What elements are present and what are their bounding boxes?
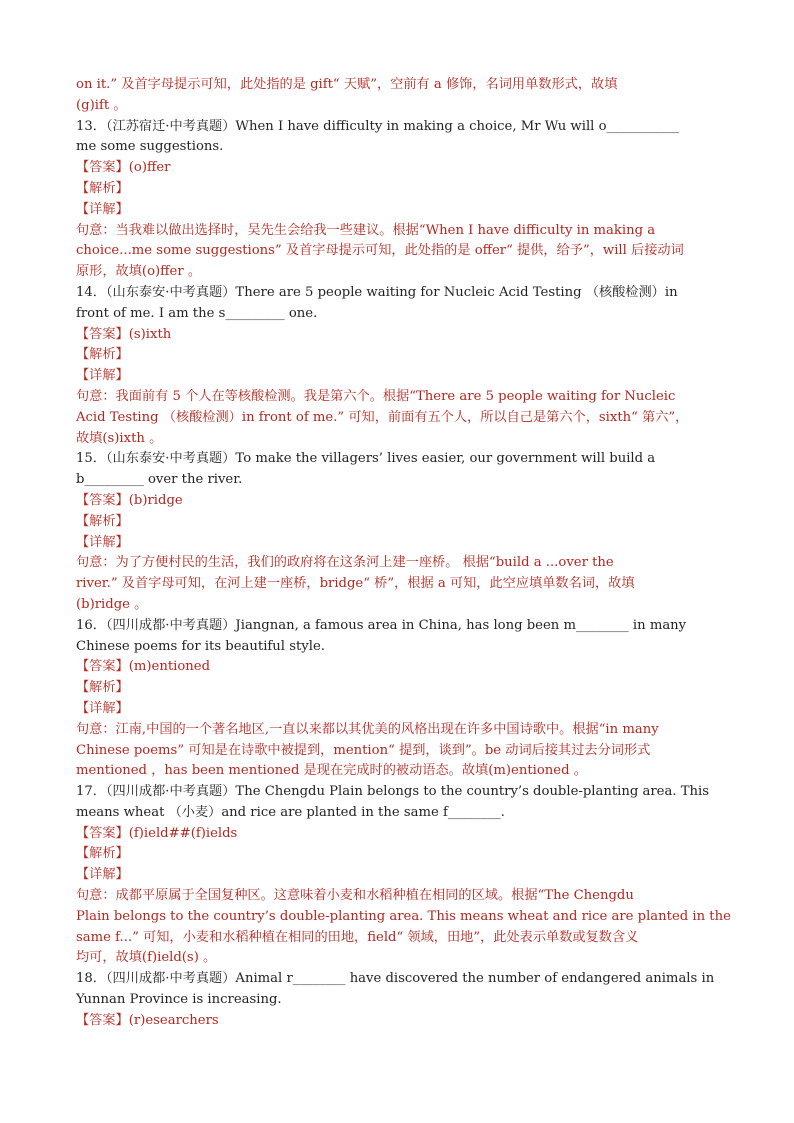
answer-line: 句意：我面前有 5 个人在等核酸检测。我是第六个。根据“There are 5 people waiting for Nucleic [76, 388, 676, 404]
answer-line: 【解析】 [76, 680, 129, 696]
answer-line: 【详解】 [76, 368, 129, 384]
answer-line: Chinese poems” 可知是在诗歌中被提到，mention“ 提到，谈到”。be 动词后接其过去分词形式 [76, 742, 651, 758]
answer-line: 均可，故填(f)ield(s) 。 [76, 950, 217, 966]
question-line: 15．（山东泰安·中考真题）To make the villagers’ lives easier, our government will build a [76, 451, 656, 467]
answer-line: 【答案】(m)entioned [76, 659, 211, 675]
question-line: means wheat （小麦）and rice are planted in the same f________. [76, 804, 505, 820]
question-line: b_________ over the river. [76, 472, 243, 488]
answer-line: 【解析】 [76, 180, 129, 196]
answer-line: 【答案】(r)esearchers [76, 1012, 219, 1028]
answer-line: (g)ift 。 [76, 97, 127, 113]
answer-line: same f...” 可知，小麦和水稻种植在相同的田地，field“ 领域，田地”，此处表示单数或复数含义 [76, 929, 639, 945]
answer-line: 【详解】 [76, 201, 129, 217]
question-line: front of me. I am the s_________ one. [76, 305, 318, 321]
answer-line: Plain belongs to the country’s double-planting area. This means wheat and rice are planted in the [76, 908, 731, 924]
answer-line: 句意：成都平原属于全国复种区。这意味着小麦和水稻种植在相同的区域。根据“The Chengdu [76, 888, 634, 904]
answer-line: on it.” 及首字母提示可知，此处指的是 gift“ 天赋”，空前有 a 修饰，名词用单数形式，故填 [76, 77, 618, 92]
answer-line: 句意：为了方便村民的生活，我们的政府将在这条河上建一座桥。 根据“build a ...over the [76, 555, 614, 571]
question-line: 16．（四川成都·中考真题）Jiangnan, a famous area in China, has long been m________ in many [76, 617, 687, 633]
answer-line: 【答案】(f)ield##(f)ields [76, 825, 238, 841]
question-line: 17．（四川成都·中考真题）The Chengdu Plain belongs to the country’s double-planting area. This [76, 784, 710, 800]
answer-line: 【答案】(o)ffer [76, 160, 171, 176]
question-line: 14．（山东泰安·中考真题）There are 5 people waiting for Nucleic Acid Testing （核酸检测）in [76, 284, 678, 300]
answer-line: 句意：当我难以做出选择时，吴先生会给我一些建议。根据“When I have difficulty in making a [76, 222, 656, 238]
question-line: Chinese poems for its beautiful style. [76, 638, 325, 654]
answer-line: 【解析】 [76, 347, 129, 363]
answer-line: 【答案】(b)ridge [76, 492, 183, 508]
answer-line: 【详解】 [76, 534, 129, 550]
question-line: 18．（四川成都·中考真题）Animal r________ have discovered the number of endangered animals in [76, 971, 715, 987]
answer-line: 原形，故填(o)ffer 。 [76, 264, 202, 280]
answer-line: 【答案】(s)ixth [76, 326, 172, 342]
answer-line: 【解析】 [76, 846, 129, 862]
answer-line: choice...me some suggestions” 及首字母提示可知，此处指的是 offer“ 提供，给予”，will 后接动词 [76, 243, 684, 259]
question-line: 13．（江苏宿迁·中考真题）When I have difficulty in making a choice, Mr Wu will o___________ [76, 118, 680, 134]
question-line: Yunnan Province is increasing. [76, 992, 282, 1008]
answer-line: river.” 及首字母可知，在河上建一座桥，bridge“ 桥”，根据 a 可知，此空应填单数名词，故填 [76, 576, 635, 592]
answer-line: 【详解】 [76, 867, 129, 883]
answer-line: 句意：江南,中国的一个著名地区,一直以来都以其优美的风格出现在许多中国诗歌中。根据“in many [76, 721, 659, 737]
answer-line: Acid Testing （核酸检测）in front of me.” 可知，前面有五个人，所以自己是第六个，sixth“ 第六”， [76, 409, 689, 425]
answer-line: 【解析】 [76, 513, 129, 529]
answer-line: mentioned ，has been mentioned 是现在完成时的被动语态。故填(m)entioned 。 [76, 763, 587, 779]
answer-line: 故填(s)ixth 。 [76, 430, 163, 446]
document-page [76, 75, 736, 1032]
answer-line: 【详解】 [76, 700, 129, 716]
question-line: me some suggestions. [76, 139, 224, 155]
answer-line: (b)ridge 。 [76, 596, 148, 612]
